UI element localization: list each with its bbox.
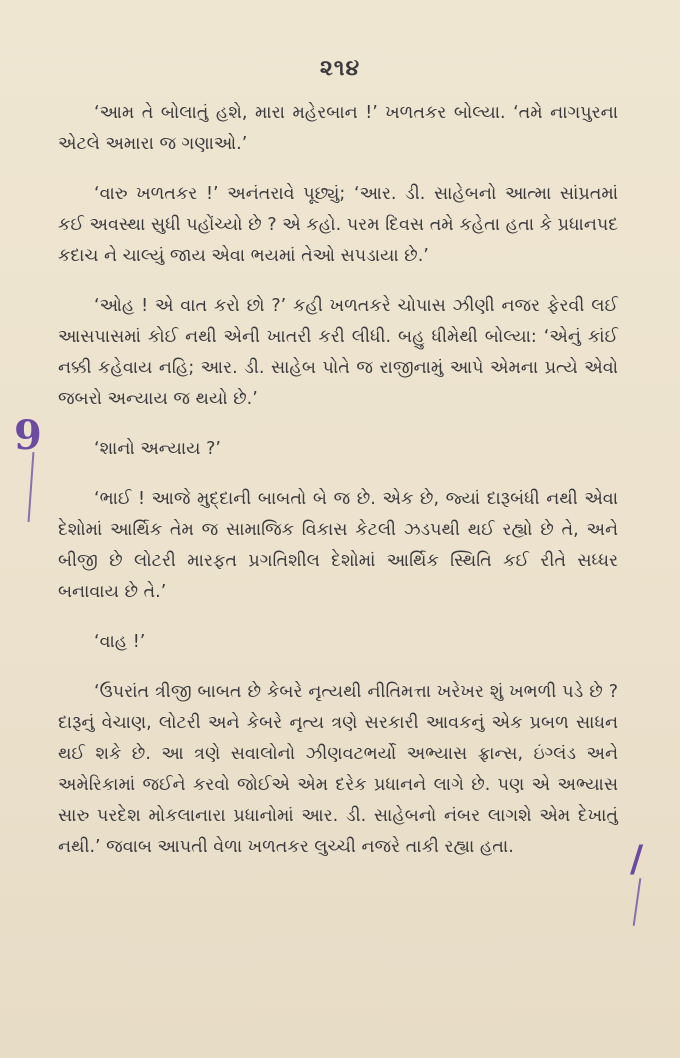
page-number: ૨૧૪ bbox=[319, 56, 361, 81]
paragraph-6: ‘વાહ !’ bbox=[94, 632, 146, 652]
pen-stroke-left bbox=[28, 452, 35, 522]
handwritten-margin-mark-left: 9 bbox=[14, 412, 42, 459]
pen-stroke-right bbox=[633, 878, 642, 926]
paragraph-4: ‘શાનો અન્યાય ?’ bbox=[94, 439, 221, 459]
handwritten-margin-mark-right: / bbox=[630, 838, 644, 880]
paragraph-2: ‘વારુ ખળતકર !’ અનંતરાવે પૂછ્યું; ‘આર. ડી. સાહેબનો આત્મા સાંપ્રતમાં કઈ અવસ્થા સુધી પહોંચ્યો છે ? એ કહો. પરમ દિવસ તમે કહેતા હતા કે પ્રધાનપદ કદાચ ને ચાલ્યું જાય એવા ભયમાં તેઓ સપડાયા છે.’ bbox=[58, 184, 618, 266]
paragraph-7: ‘ઉપરાંત ત્રીજી બાબત છે કેબરે નૃત્યથી નીતિમત્તા ખરેખર શું ખભળી પડે છે ? દારૂનું વેચાણ, લોટરી અને કેબરે નૃત્ય ત્રણે સરકારી આવકનું એક પ્રબળ સાધન થઈ શકે છે. આ ત્રણે સવાલોનો ઝીણવટભર્યો અભ્યાસ ફ્રાન્સ, ઇંગ્લંડ અને અમેરિકામાં જઈને કરવો જોઈએ એમ દરેક પ્રધાનને લાગે છે. પણ એ અભ્યાસ સારુ પરદેશ મોકલાનારા પ્રધાનોમાં આર. ડી. સાહેબનો નંબર લાગશે એમ દેખાતું નથી.’ જવાબ આપતી વેળા ખળતકર લુચ્ચી નજરે તાકી રહ્યા હતા. bbox=[58, 682, 618, 857]
paragraph-1: ‘આમ તે બોલાતું હશે, મારા મહેરબાન !’ ખળતકર બોલ્યા. ‘તમે નાગપુરના એટલે અમારા જ ગણાઓ.’ bbox=[58, 103, 618, 154]
paragraph-5: ‘ભાઈ ! આજે મુદ્દાની બાબતો બે જ છે. એક છે, જ્યાં દારૂબંધી નથી એવા દેશોમાં આર્થિક તેમ જ સામાજિક વિકાસ કેટલી ઝડપથી થઈ રહ્યો છે તે, અને બીજી છે લોટરી મારફત પ્રગતિશીલ દેશોમાં આર્થિક સ્થિતિ કઈ રીતે સધ્ધર બનાવાય છે તે.’ bbox=[58, 489, 618, 602]
paragraph-3: ‘ઓહ ! એ વાત કરો છો ?’ કહી ખળતકરે ચોપાસ ઝીણી નજર ફેરવી લઈ આસપાસમાં કોઈ નથી એની ખાતરી કરી લીધી. બહુ ધીમેથી બોલ્યા: ‘એનું કાંઈ નક્કી કહેવાય નહિ; આર. ડી. સાહેબ પોતે જ રાજીનામું આપે એમના પ્રત્યે એવો જબરો અન્યાય જ થયો છે.’ bbox=[58, 296, 618, 409]
body-text bbox=[58, 98, 618, 882]
